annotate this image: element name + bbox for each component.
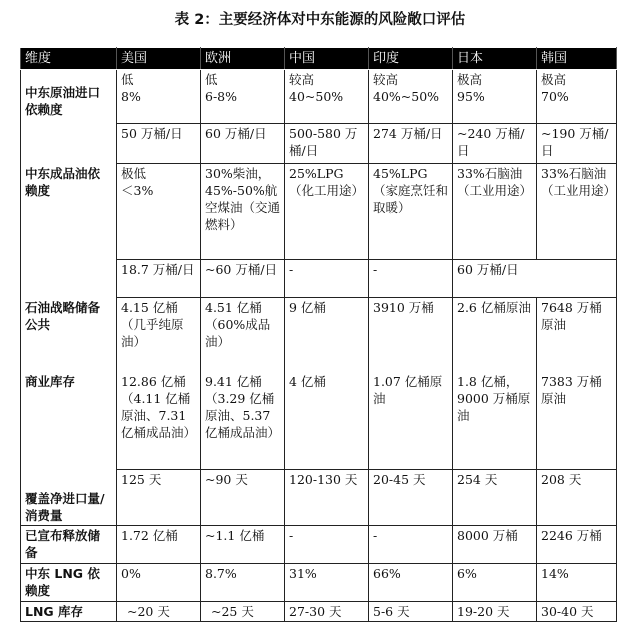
row-label-spr-public: 石油战略储备 公共 [21,298,117,372]
cell: 9 亿桶 [285,298,369,372]
cell: 50 万桶/日 [117,124,201,164]
cell: 30-40 天 [537,602,617,622]
cell: 12.86 亿桶（4.11 亿桶原油、7.31 亿桶成品油） [117,372,201,470]
cell: ~190 万桶/日 [537,124,617,164]
cell: 274 万桶/日 [369,124,453,164]
cell: 60 万桶/日 [201,124,285,164]
cell: - [369,526,453,564]
cell: 1.8 亿桶，9000 万桶原油 [453,372,537,470]
header-india: 印度 [369,48,453,70]
cell: - [285,526,369,564]
cell: 6% [453,564,537,602]
cell: ~90 天 [201,470,285,526]
row-label-lng-dependency: 中东 LNG 依赖度 [21,564,117,602]
cell: 低 6-8% [201,70,285,124]
risk-exposure-table [20,47,617,622]
cell: 125 天 [117,470,201,526]
cell: 25%LPG（化工用途） [285,164,369,260]
row-label-coverage: 覆盖净进口量/消费量 [21,470,117,526]
cell: 66% [369,564,453,602]
cell: ~20 天 [117,602,201,622]
cell: 较高 40%~50% [369,70,453,124]
cell: 33%石脑油（工业用途） [537,164,617,260]
cell: 0% [117,564,201,602]
cell: 20-45 天 [369,470,453,526]
cell: 3910 万桶 [369,298,453,372]
cell: 19-20 天 [453,602,537,622]
cell: 14% [537,564,617,602]
cell: 45%LPG（家庭烹饪和取暖） [369,164,453,260]
cell: 5-6 天 [369,602,453,622]
table-row [21,564,617,602]
row-label-commercial-stock: 商业库存 [21,372,117,470]
header-japan: 日本 [453,48,537,70]
cell: 60 万桶/日 [453,260,617,298]
table-row [21,526,617,564]
table-row [21,70,617,124]
cell: 33%石脑油（工业用途） [453,164,537,260]
cell: 低 8% [117,70,201,124]
row-label-lng-stock: LNG 库存 [21,602,117,622]
cell: 极高 95% [453,70,537,124]
cell: 30%柴油，45%-50%航空煤油（交通燃料） [201,164,285,260]
cell: 极低 ＜3% [117,164,201,260]
cell: 31% [285,564,369,602]
cell: 4 亿桶 [285,372,369,470]
table-row [21,164,617,260]
cell: - [369,260,453,298]
header-europe: 欧洲 [201,48,285,70]
table-row [21,372,617,470]
cell: - [285,260,369,298]
cell: 7648 万桶原油 [537,298,617,372]
cell: 7383 万桶原油 [537,372,617,470]
header-korea: 韩国 [537,48,617,70]
cell: 4.51 亿桶（60%成品油） [201,298,285,372]
cell: 2246 万桶 [537,526,617,564]
cell: 8000 万桶 [453,526,537,564]
table-row [21,602,617,622]
cell: 较高 40~50% [285,70,369,124]
cell: 500-580 万桶/日 [285,124,369,164]
cell: 4.15 亿桶（几乎纯原油） [117,298,201,372]
cell: 2.6 亿桶原油 [453,298,537,372]
row-label-crude-dependency: 中东原油进口依赖度 [21,70,117,164]
header-row [21,48,617,70]
cell: 18.7 万桶/日 [117,260,201,298]
cell: 254 天 [453,470,537,526]
row-label-release: 已宣布释放储备 [21,526,117,564]
table-title: 表 2：主要经济体对中东能源的风险敞口评估 [174,12,466,28]
cell: 1.07 亿桶原油 [369,372,453,470]
header-us: 美国 [117,48,201,70]
cell: 极高 70% [537,70,617,124]
table-row [21,470,617,526]
cell: 27-30 天 [285,602,369,622]
header-dimension: 维度 [21,48,117,70]
cell: 1.72 亿桶 [117,526,201,564]
cell: ~25 天 [201,602,285,622]
cell: ~60 万桶/日 [201,260,285,298]
header-china: 中国 [285,48,369,70]
cell: 8.7% [201,564,285,602]
cell: ~1.1 亿桶 [201,526,285,564]
row-label-product-dependency: 中东成品油依赖度 [21,164,117,298]
table-row [21,298,617,372]
cell: 208 天 [537,470,617,526]
cell: 120-130 天 [285,470,369,526]
cell: ~240 万桶/日 [453,124,537,164]
cell: 9.41 亿桶（3.29 亿桶原油、5.37 亿桶成品油） [201,372,285,470]
